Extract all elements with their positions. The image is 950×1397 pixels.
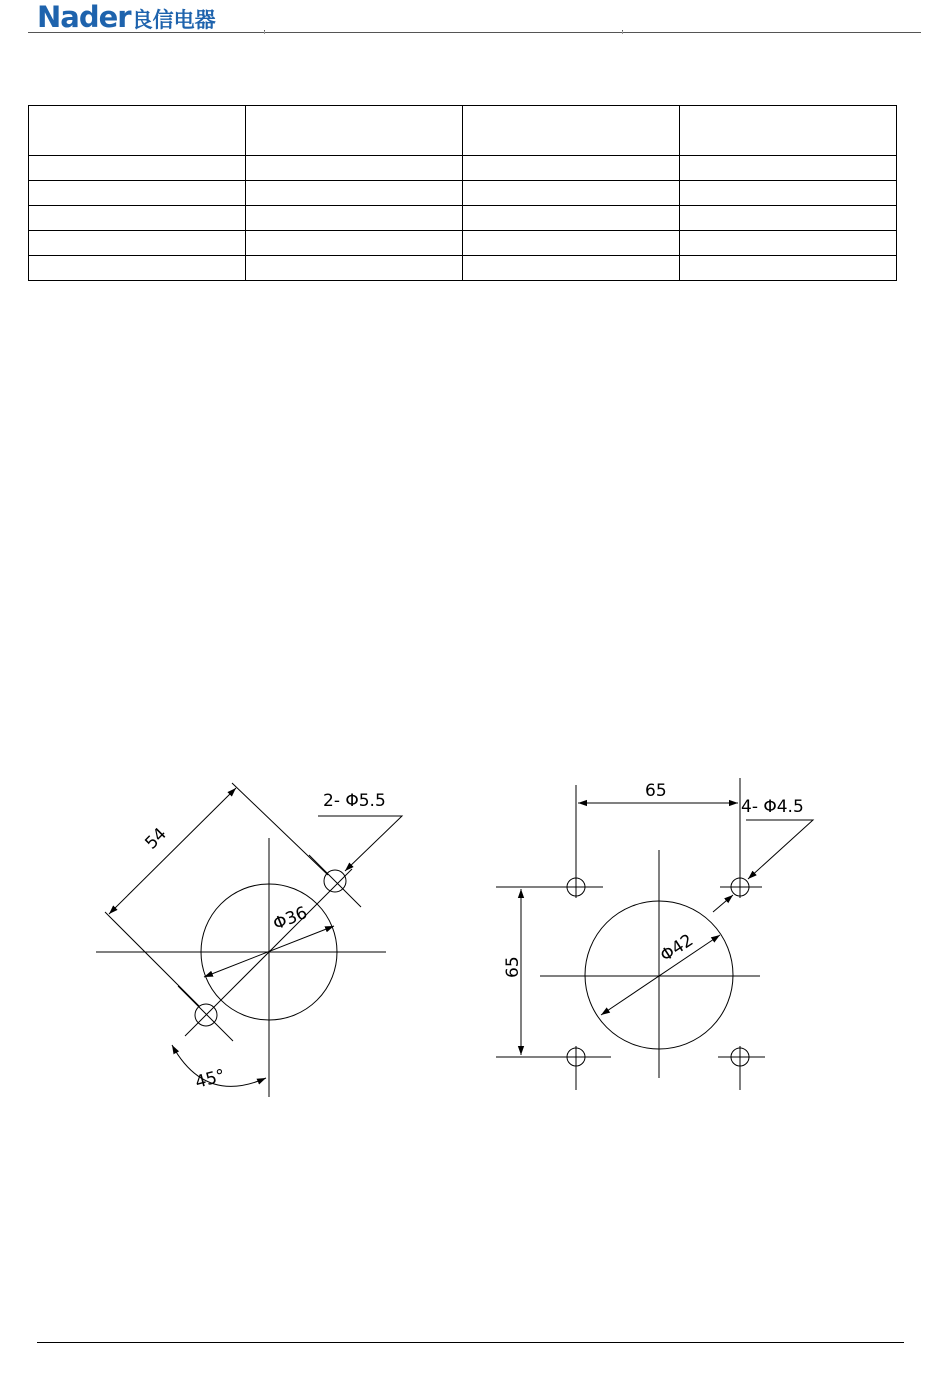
left-dim-54-label: 54 bbox=[141, 824, 171, 854]
table-cell bbox=[29, 256, 246, 281]
header-divider-tick bbox=[622, 30, 623, 34]
right-dim-horizontal-label: 65 bbox=[645, 781, 667, 801]
table-header-cell bbox=[246, 106, 463, 156]
table-cell bbox=[246, 256, 463, 281]
right-diameter-label: Φ42 bbox=[656, 930, 698, 967]
mounting-drawings bbox=[0, 740, 950, 1120]
left-diameter-label: Φ36 bbox=[270, 902, 311, 935]
left-extension-line bbox=[232, 783, 328, 875]
table-cell bbox=[463, 156, 680, 181]
left-mounting-drawing bbox=[96, 783, 402, 1097]
table-cell bbox=[680, 206, 897, 231]
footer-divider bbox=[37, 1342, 904, 1343]
right-holes-label: 4- Φ4.5 bbox=[741, 797, 804, 817]
table-cell bbox=[246, 206, 463, 231]
table-row bbox=[29, 256, 897, 281]
left-hole-leader bbox=[318, 816, 402, 871]
table-cell bbox=[680, 231, 897, 256]
table-cell bbox=[680, 181, 897, 206]
table-header-cell bbox=[29, 106, 246, 156]
right-hole-leader bbox=[746, 820, 813, 879]
table-cell bbox=[680, 156, 897, 181]
table-row bbox=[29, 231, 897, 256]
logo-brand-cn-text: 良信电器 bbox=[131, 8, 216, 32]
header-divider-tick bbox=[264, 30, 265, 34]
left-angle-label: 45° bbox=[193, 1065, 228, 1093]
table-cell bbox=[246, 181, 463, 206]
right-dim-vertical-label: 65 bbox=[503, 956, 523, 978]
table-cell bbox=[246, 156, 463, 181]
right-hole-leader-inner bbox=[713, 895, 733, 912]
table-row bbox=[29, 156, 897, 181]
right-mounting-drawing bbox=[496, 778, 813, 1090]
table-header-row bbox=[29, 106, 897, 156]
table-header-cell bbox=[680, 106, 897, 156]
table-row bbox=[29, 206, 897, 231]
table-cell bbox=[29, 156, 246, 181]
table-cell bbox=[246, 231, 463, 256]
page-header bbox=[0, 0, 950, 40]
table-cell bbox=[463, 231, 680, 256]
table-cell bbox=[29, 231, 246, 256]
left-hole-tick bbox=[178, 986, 233, 1041]
nader-logo bbox=[37, 0, 216, 34]
table-cell bbox=[463, 181, 680, 206]
table-cell bbox=[29, 206, 246, 231]
table-header-cell bbox=[463, 106, 680, 156]
table-row bbox=[29, 181, 897, 206]
left-holes-label: 2- Φ5.5 bbox=[323, 791, 386, 811]
left-extension-line bbox=[105, 912, 199, 1006]
table-cell bbox=[463, 206, 680, 231]
table-cell bbox=[463, 256, 680, 281]
left-dimension-line-54 bbox=[109, 788, 236, 914]
table-cell bbox=[29, 181, 246, 206]
spec-table bbox=[28, 105, 897, 281]
header-divider bbox=[28, 32, 921, 33]
logo-brand-text: Nader bbox=[37, 0, 131, 34]
table-cell bbox=[680, 256, 897, 281]
